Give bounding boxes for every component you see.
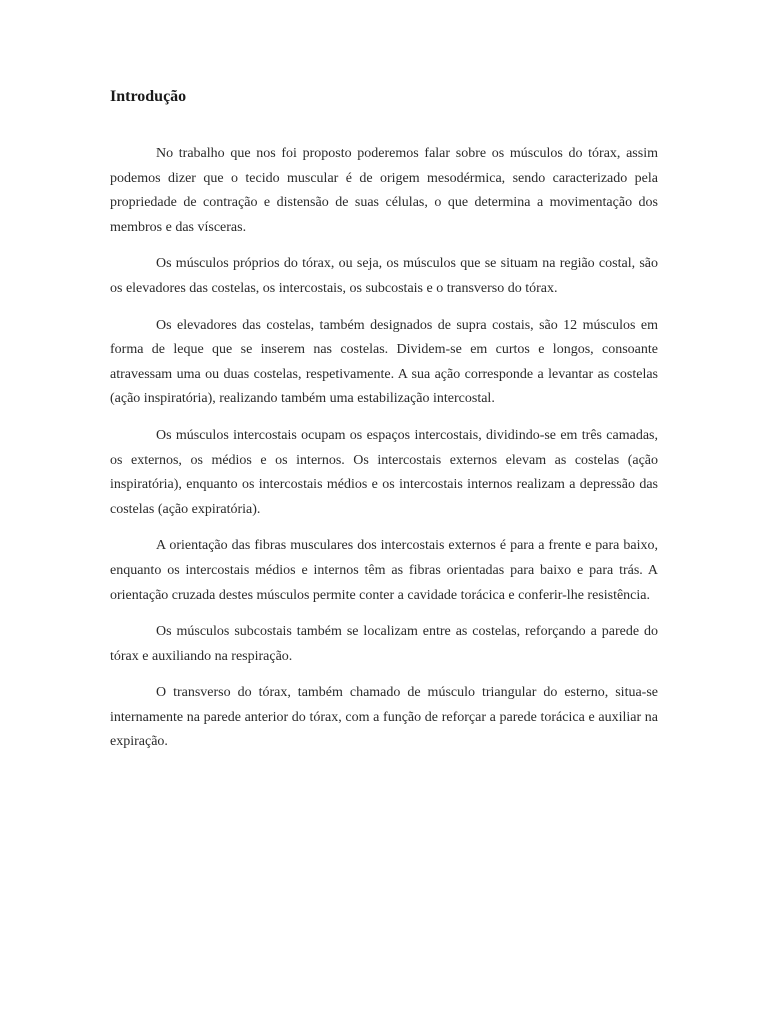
paragraph-7: O transverso do tórax, também chamado de músculo triangular do esterno, situa-se internamente na parede anterior do tórax, com a função de reforçar a parede torácica e auxiliar na expiração. xyxy=(110,685,658,750)
paragraph-2: Os músculos próprios do tórax, ou seja, os músculos que se situam na região costal, são os elevadores das costelas, os intercostais, os subcostais e o transverso do tórax. xyxy=(110,256,658,296)
paragraph-1: No trabalho que nos foi proposto poderemos falar sobre os músculos do tórax, assim podemos dizer que o tecido muscular é de origem mesodérmica, sendo caracterizado pela propriedade de contração e distensão de suas células, o que determina a movimentação dos membros e das vísceras. xyxy=(110,146,658,235)
paragraph-3: Os elevadores das costelas, também designados de supra costais, são 12 músculos em forma de leque que se inserem nas costelas. Dividem-se em curtos e longos, consoante atravessam uma ou duas costelas, respetivamente. A sua ação corresponde a levantar as costelas (ação inspiratória), realizando também uma estabilização intercostal. xyxy=(110,317,658,407)
paragraph-6: Os músculos subcostais também se localizam entre as costelas, reforçando a parede do tórax e auxiliando na respiração. xyxy=(110,624,658,664)
document-body xyxy=(110,142,658,755)
paragraph-5: A orientação das fibras musculares dos intercostais externos é para a frente e para baixo, enquanto os intercostais médios e internos têm as fibras orientadas para baixo e para trás. A orientação cruzada destes músculos permite conter a cavidade torácica e conferir-lhe resistência. xyxy=(110,538,658,603)
section-heading: Introdução xyxy=(110,88,187,105)
paragraph-4: Os músculos intercostais ocupam os espaços intercostais, dividindo-se em três camadas, os externos, os médios e os internos. Os intercostais externos elevam as costelas (ação inspiratória), enquanto os intercostais médios e os intercostais internos realizam a depressão das costelas (ação expiratória). xyxy=(110,427,658,517)
